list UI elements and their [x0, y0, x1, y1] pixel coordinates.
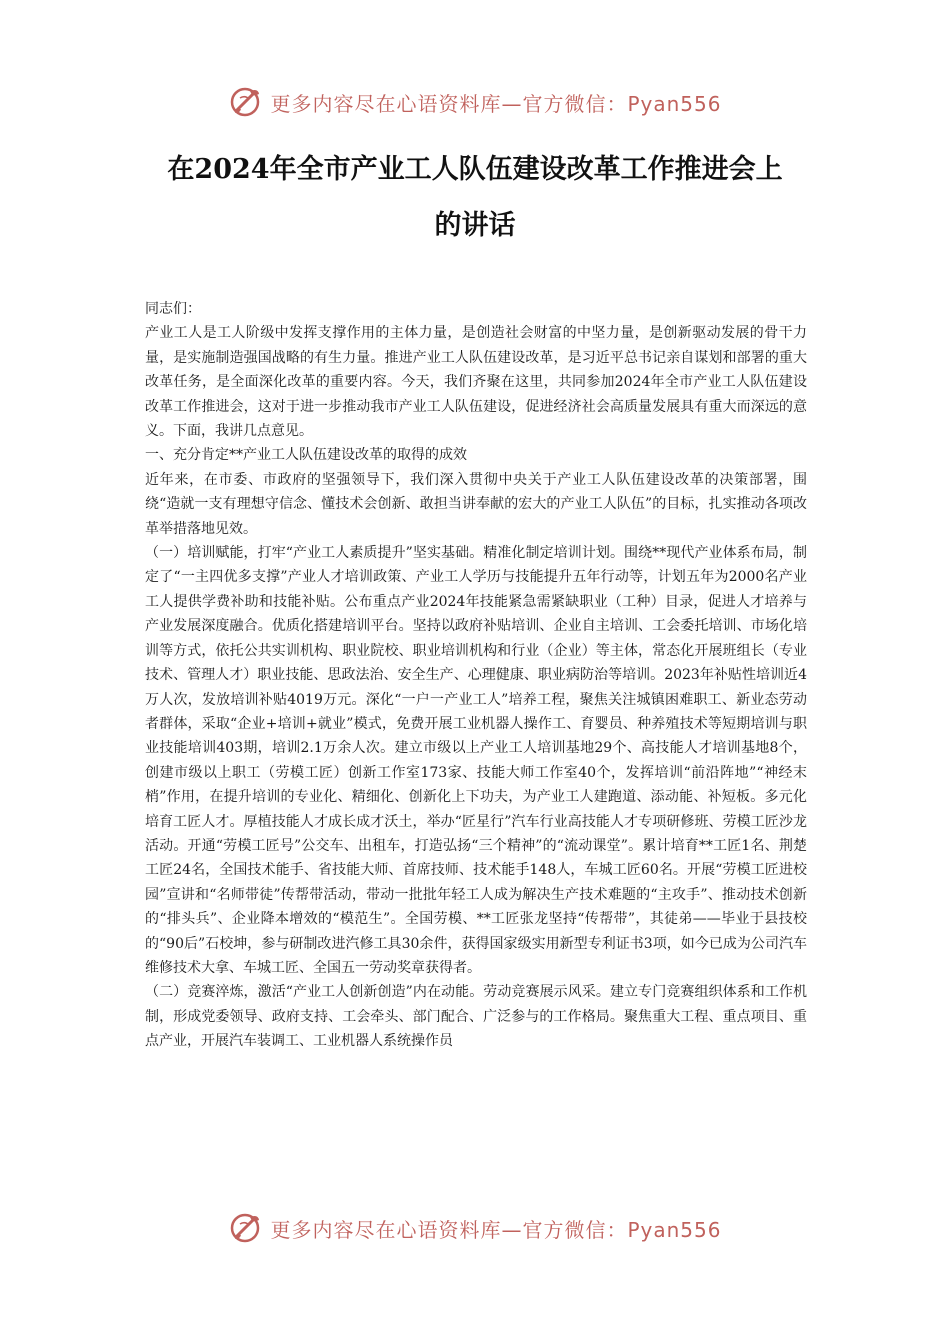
body-paragraph: （二）竞赛淬炼，激活“产业工人创新创造”内在动能。劳动竞赛展示风采。建立专门竞赛组织体系和工作机制，形成党委领导、政府支持、工会牵头、部门配合、广泛参与的工作格局。聚焦重大工程、重点项目、重点产业，开展汽车装调工、工业机器人系统操作员 — [145, 984, 807, 1050]
document-body — [145, 297, 807, 1054]
brush-logo-icon — [228, 1210, 264, 1246]
title-line-2: 的讲话 — [434, 210, 516, 241]
body-paragraph: 产业工人是工人阶级中发挥支撑作用的主体力量，是创造社会财富的中坚力量，是创新驱动发展的骨干力量，是实施制造强国战略的有生力量。推进产业工人队伍建设改革，是习近平总书记亲自谋划和部署的重大改革任务，是全面深化改革的重要内容。今天，我们齐聚在这里，共同参加2024年全市产业工人队伍建设改革工作推进会，这对于进一步推动我市产业工人队伍建设，促进经济社会高质量发展具有重大而深远的意义。下面，我讲几点意见。 — [145, 325, 807, 440]
salutation: 同志们： — [145, 301, 201, 317]
watermark-text: 更多内容尽在心语资料库—官方微信：Pyan556 — [270, 91, 722, 116]
footer-watermark-banner — [0, 1208, 950, 1248]
document-title — [130, 142, 820, 254]
brush-logo-icon — [228, 84, 264, 120]
body-paragraph: 近年来，在市委、市政府的坚强领导下，我们深入贯彻中央关于产业工人队伍建设改革的决策部署，围绕“造就一支有理想守信念、懂技术会创新、敢担当讲奉献的宏大的产业工人队伍”的目标，扎实推动各项改革举措落地见效。 — [145, 471, 807, 537]
watermark-text: 更多内容尽在心语资料库—官方微信：Pyan556 — [270, 1217, 722, 1242]
header-watermark-banner — [0, 82, 950, 122]
body-paragraph: （一）培训赋能，打牢“产业工人素质提升”坚实基础。精准化制定培训计划。围绕**现代产业体系布局，制定了“一主四优多支撑”产业人才培训政策、产业工人学历与技能提升五年行动等，计划五年为2000名产业工人提供学费补助和技能补贴。公布重点产业2024年技能紧急需紧缺职业（工种）目录，促进人才培养与产业发展深度融合。优质化搭建培训平台。坚持以政府补贴培训、企业自主培训、工会委托培训、市场化培训等方式，依托公共实训机构、职业院校、职业培训机构和行业（企业）等主体，常态化开展班组长（专业技术、管理人才）职业技能、思政法治、安全生产、心理健康、职业病防治等培训。2023年补贴性培训近4万人次，发放培训补贴4019万元。深化“一户一产业工人”培养工程，聚焦关注城镇困难职工、新业态劳动者群体，采取“企业+培训+就业”模式，免费开展工业机器人操作工、育婴员、种养殖技术等短期培训与职业技能培训403期，培训2.1万余人次。建立市级以上产业工人培训基地29个、高技能人才培训基地8个，创建市级以上职工（劳模工匠）创新工作室173家、技能大师工作室40个，发挥培训“前沿阵地”“神经末梢”作用，在提升培训的专业化、精细化、创新化上下功夫，为产业工人建跑道、添动能、补短板。多元化培育工匠人才。厚植技能人才成长成才沃土，举办“匠星行”汽车行业高技能人才专项研修班、劳模工匠沙龙活动。开通“劳模工匠号”公交车、出租车，打造弘扬“三个精神”的“流动课堂”。累计培育**工匠1名、荆楚工匠24名，全国技术能手、省技能大师、首席技师、技术能手148人，车城工匠60名。开展“劳模工匠进校园”宣讲和“名师带徒”传帮带活动，带动一批批年轻工人成为解决生产技术难题的“主攻手”、推动技术创新的“排头兵”、企业降本增效的“模范生”。全国劳模、**工匠张龙坚持“传帮带”，其徒弟——毕业于县技校的“90后”石校坤，参与研制改进汽修工具30余件，获得国家级实用新型专利证书3项，如今已成为公司汽车维修技术大拿、车城工匠、全国五一劳动奖章获得者。 — [145, 545, 807, 976]
section-heading: 一、充分肯定**产业工人队伍建设改革的取得的成效 — [145, 447, 467, 464]
title-line-1: 在2024年全市产业工人队伍建设改革工作推进会上 — [167, 154, 783, 185]
